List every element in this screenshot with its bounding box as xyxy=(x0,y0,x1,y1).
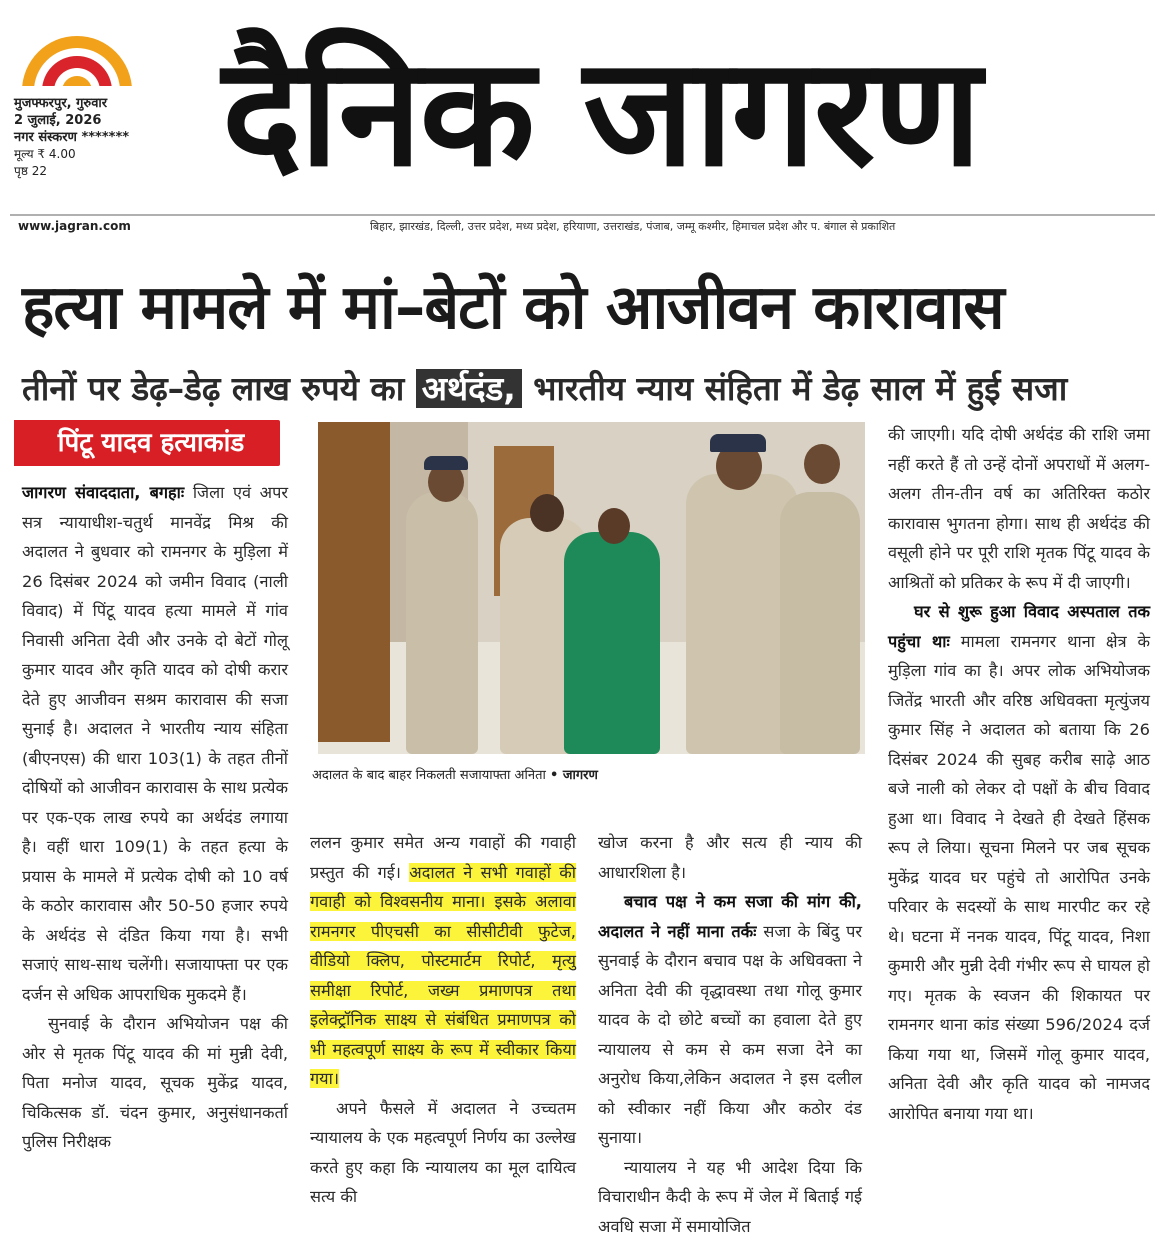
column-2 xyxy=(310,828,576,1212)
col3-paragraph-1: खोज करना है और सत्य ही न्याय की आधारशिला है। xyxy=(598,828,862,887)
col3-subheading: बचाव पक्ष ने कम सजा की मांग की, अदालत ने नहीं माना तर्कः xyxy=(598,892,862,941)
city-day: मुजफ्फरपुर, गुरुवार xyxy=(14,95,129,112)
price: मूल्य ₹ 4.00 xyxy=(14,146,129,163)
photo-credit: • जागरण xyxy=(550,768,598,783)
subhead-pre: तीनों पर डेढ़–डेढ़ लाख रुपये का xyxy=(22,369,416,408)
subheadline xyxy=(22,364,1152,414)
news-photo xyxy=(318,422,865,754)
subhead-post: भारतीय न्याय संहिता में डेढ़ साल में हुई सजा xyxy=(522,369,1067,408)
edition-label: नगर संस्करण ******* xyxy=(14,129,129,146)
page-count: पृष्ठ 22 xyxy=(14,163,129,180)
col3-paragraph-2: सजा के बिंदु पर सुनवाई के दौरान बचाव पक्ष के अधिवक्ता ने अनिता देवी की वृद्धावस्था तथा गोलू कुमार यादव के दो छोटे बच्चों का हवाला देते हुए न्यायालय से कम से कम सजा देने का अनुरोध किया,लेकिन अदालत ने इस दलील को स्वीकार नहीं किया और कठोर दंड सुनाया। xyxy=(598,922,862,1148)
col3-paragraph-3: न्यायालय ने यह भी आदेश दिया कि विचाराधीन कैदी के रूप में जेल में बिताई गई अवधि सजा में समायोजित xyxy=(598,1153,862,1241)
dateline: जागरण संवाददाता, बगहाः xyxy=(22,483,184,502)
kicker-badge xyxy=(22,420,280,466)
col1-paragraph-1: जिला एवं अपर सत्र न्यायाधीश-चतुर्थ मानवेंद्र मिश्र की अदालत ने बुधवार को रामनगर के मुड़िला में 26 दिसंबर 2024 को जमीन विवाद (नाली विवाद) में पिंटू यादव हत्या मामले में गांव निवासी अनिता देवी और उनके दो बेटों गोलू कुमार यादव और कृति यादव को दोषी करार देते हुए आजीवन सश्रम कारावास की सजा सुनाई है। अदालत ने भारतीय न्याय संहिता (बीएनएस) की धारा 103(1) के तहत तीनों दोषियों को आजीवन कारावास के साथ प्रत्येक पर एक-एक लाख रुपये का अर्थदंड लगाया है। वहीं धारा 109(1) के तहत हत्या के प्रयास के मामले में प्रत्येक दोषी को 10 वर्ष के कठोर कारावास और 50-50 हजार रुपये के अर्थदंड से दंडित किया गया है। सभी सजाएं साथ-साथ चलेंगी। सजायाफ्ता पर एक दर्जन से अधिक आपराधिक मुकदमे हैं। xyxy=(22,483,288,1004)
column-3 xyxy=(598,828,862,1241)
edition-info xyxy=(14,95,129,180)
masthead xyxy=(0,0,1157,238)
website-link[interactable]: www.jagran.com xyxy=(18,219,131,233)
col4-paragraph-1: की जाएगी। यदि दोषी अर्थदंड की राशि जमा नहीं करते हैं तो उन्हें दोनों अपराधों में अलग-अलग तीन-तीन वर्ष का अतिरिक्त कठोर कारावास भुगतना होगा। साथ ही अर्थदंड की वसूली होने पर पूरी राशि मृतक पिंटू यादव के आश्रितों को प्रतिकर के रूप में दी जाएगी। xyxy=(888,420,1150,597)
headline: हत्या मामले में मां–बेटों को आजीवन कारावास xyxy=(22,266,1147,350)
col2-paragraph-1: ललन कुमार समेत अन्य गवाहों की गवाही प्रस्तुत की गई। xyxy=(310,833,576,882)
kicker-label: पिंटू यादव हत्याकांड xyxy=(58,428,245,458)
issue-date: 2 जुलाई, 2026 xyxy=(14,112,129,129)
masthead-divider xyxy=(10,214,1155,216)
subhead-tag: अर्थदंड, xyxy=(416,369,522,408)
col1-paragraph-2: सुनवाई के दौरान अभियोजन पक्ष की ओर से मृतक पिंटू यादव की मां मुन्नी देवी, पिता मनोज यादव, सूचक मुकेंद्र यादव, चिकित्सक डॉ. चंदन कुमार, अनुसंधानकर्ता पुलिस निरीक्षक xyxy=(22,1009,288,1157)
column-1 xyxy=(22,478,288,1157)
caption-text: अदालत के बाद बाहर निकलती सजायाफ्ता अनिता xyxy=(312,768,546,783)
col4-paragraph-2: मामला रामनगर थाना क्षेत्र के मुड़िला गांव का है। अपर लोक अभियोजक जितेंद्र भारती और वरिष्ठ अधिवक्ता मृत्युंजय कुमार सिंह ने अदालत को बताया कि 26 दिसंबर 2024 की सुबह करीब साढ़े आठ बजे नाली को लेकर दो पक्षों के बीच विवाद हुआ था। विवाद ने देखते ही देखते हिंसक रूप ले लिया। सूचना मिलने पर जब सूचक मुकेंद्र यादव घर पहुंचे तो आरोपित उनके परिवार के सदस्यों के साथ मारपीट कर रहे थे। घटना में ननक यादव, पिंटू यादव, निशा कुमारी और मुन्नी देवी गंभीर रूप से घायल हो गए। मृतक के स्वजन की शिकायत पर रामनगर थाना कांड संख्या 596/2024 दर्ज किया गया था, जिसमें गोलू कुमार यादव, अनिता देवी और कृति यादव को नामजद आरोपित बनाया गया था। xyxy=(888,632,1150,1123)
published-from: बिहार, झारखंड, दिल्ली, उत्तर प्रदेश, मध्य प्रदेश, हरियाणा, उत्तराखंड, पंजाब, जम्मू कश्मीर, हिमाचल प्रदेश और प. बंगाल से प्रकाशित xyxy=(370,219,895,234)
newspaper-title: दैनिक जागरण xyxy=(222,18,1152,218)
col4-subheading: घर से शुरू हुआ विवाद अस्पताल तक पहुंचा थाः xyxy=(888,602,1150,651)
column-4 xyxy=(888,420,1150,1128)
highlighted-text: अदालत ने सभी गवाहों की गवाही को विश्वसनीय माना। इसके अलावा रामनगर पीएचसी का सीसीटीवी फुटेज, वीडियो क्लिप, पोस्टमार्टम रिपोर्ट, मृत्यु समीक्षा रिपोर्ट, जख्म प्रमाणपत्र तथा इलेक्ट्रॉनिक साक्ष्य से संबंधित प्रमाणपत्र को भी महत्वपूर्ण साक्ष्य के रूप में स्वीकार किया गया। xyxy=(310,863,576,1089)
photo-caption xyxy=(312,765,872,783)
jagran-sun-logo-icon xyxy=(12,30,144,86)
col2-paragraph-2: अपने फैसले में अदालत ने उच्चतम न्यायालय के एक महत्वपूर्ण निर्णय का उल्लेख करते हुए कहा कि न्यायालय का मूल दायित्व सत्य की xyxy=(310,1094,576,1212)
